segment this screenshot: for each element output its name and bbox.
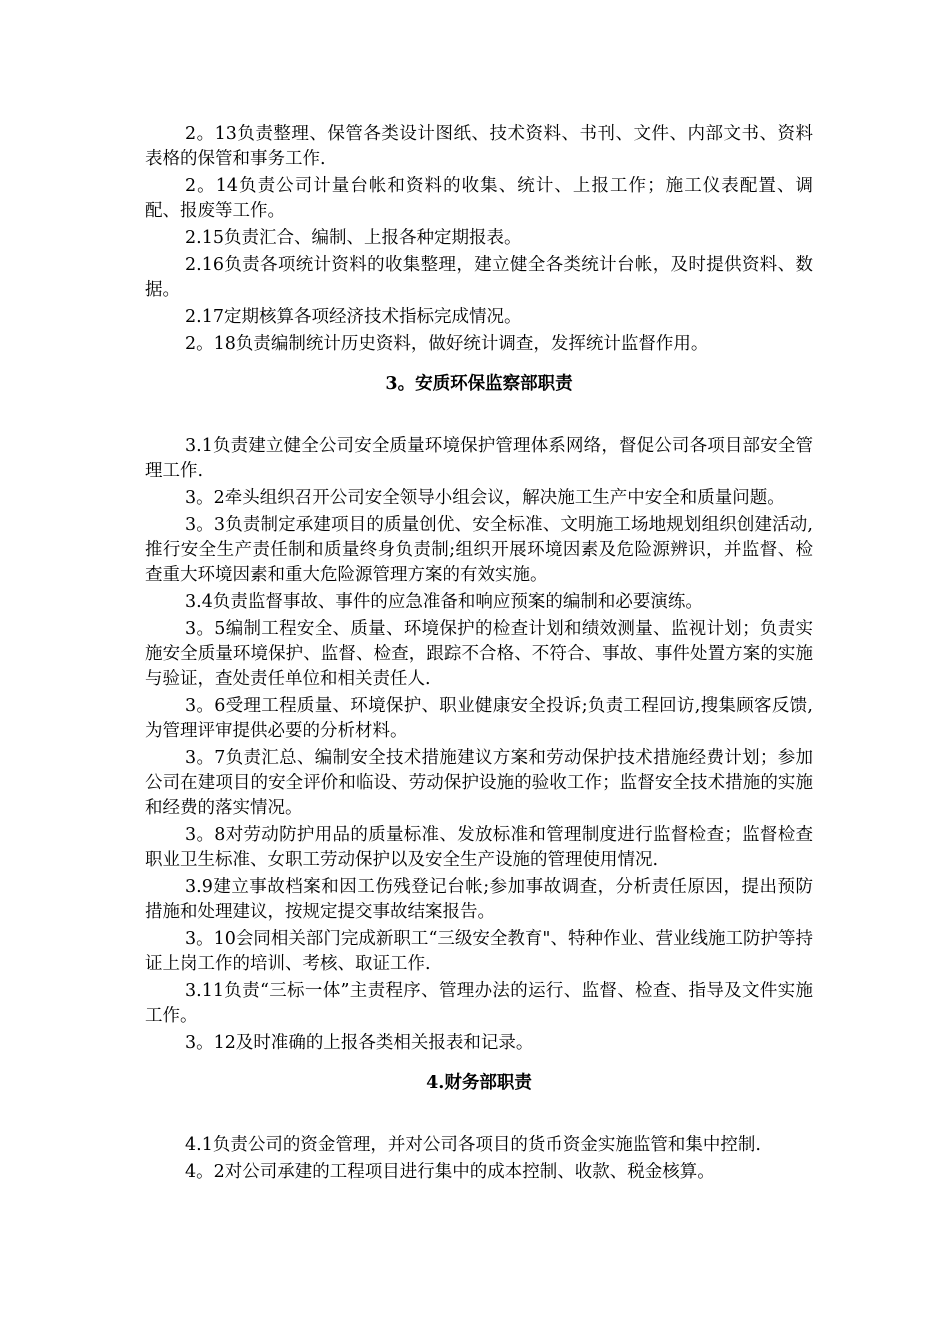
paragraph-3-11: 3.11负责“三标一体”主责程序、管理办法的运行、监督、检查、指导及文件实施工作。 <box>145 981 813 1026</box>
paragraph-4-1: 4.1负责公司的资金管理，并对公司各项目的货币资金实施监管和集中控制. <box>185 1135 761 1155</box>
paragraph-3-10: 3。10会同相关部门完成新职工“三级安全教育"、特种作业、营业线施工防护等持证上岗工作的培训、考核、取证工作. <box>145 929 813 974</box>
paragraph-2-15: 2.15负责汇合、编制、上报各种定期报表。 <box>185 228 522 248</box>
section-3-heading: 3。安质环保监察部职责 <box>385 374 573 394</box>
document-page <box>145 122 813 1187</box>
paragraph-3-9: 3.9建立事故档案和因工伤残登记台帐;参加事故调查，分析责任原因，提出预防措施和处理建议，按规定提交事故结案报告。 <box>145 877 813 922</box>
paragraph-2-16: 2.16负责各项统计资料的收集整理，建立健全各类统计台帐，及时提供资料、数据。 <box>145 255 813 300</box>
paragraph-3-4: 3.4负责监督事故、事件的应急准备和响应预案的编制和必要演练。 <box>185 592 703 612</box>
paragraph-2-17: 2.17定期核算各项经济技术指标完成情况。 <box>185 307 522 327</box>
paragraph-3-6: 3。6受理工程质量、环境保护、职业健康安全投诉;负责工程回访,搜集顾客反馈,为管理评审提供必要的分析材料。 <box>145 696 813 741</box>
paragraph-3-12: 3。12及时准确的上报各类相关报表和记录。 <box>185 1033 534 1053</box>
paragraph-3-8: 3。8对劳动防护用品的质量标准、发放标准和管理制度进行监督检查；监督检查职业卫生标准、女职工劳动保护以及安全生产设施的管理使用情况. <box>145 825 813 870</box>
paragraph-3-2: 3。2牵头组织召开公司安全领导小组会议，解决施工生产中安全和质量问题。 <box>185 488 785 508</box>
paragraph-2-14: 2。14负责公司计量台帐和资料的收集、统计、上报工作；施工仪表配置、调配、报废等工作。 <box>145 176 813 221</box>
paragraph-3-7: 3。7负责汇总、编制安全技术措施建议方案和劳动保护技术措施经费计划；参加公司在建项目的安全评价和临设、劳动保护设施的验收工作；监督安全技术措施的实施和经费的落实情况。 <box>145 748 813 818</box>
section-4-heading: 4.财务部职责 <box>426 1073 532 1093</box>
paragraph-2-13: 2。13负责整理、保管各类设计图纸、技术资料、书刊、文件、内部文书、资料表格的保管和事务工作. <box>145 124 813 169</box>
paragraph-2-18: 2。18负责编制统计历史资料，做好统计调查，发挥统计监督作用。 <box>185 334 709 354</box>
paragraph-3-3: 3。3负责制定承建项目的质量创优、安全标准、文明施工场地规划组织创建活动,推行安全生产责任制和质量终身负责制;组织开展环境因素及危险源辨识，并监督、检查重大环境因素和重大危险源管理方案的有效实施。 <box>145 515 813 585</box>
paragraph-3-5: 3。5编制工程安全、质量、环境保护的检查计划和绩效测量、监视计划；负责实施安全质量环境保护、监督、检查，跟踪不合格、不符合、事故、事件处置方案的实施与验证，查处责任单位和相关责任人. <box>145 619 813 689</box>
paragraph-4-2: 4。2对公司承建的工程项目进行集中的成本控制、收款、税金核算。 <box>185 1162 715 1182</box>
paragraph-3-1: 3.1负责建立健全公司安全质量环境保护管理体系网络，督促公司各项目部安全管理工作. <box>145 436 813 481</box>
